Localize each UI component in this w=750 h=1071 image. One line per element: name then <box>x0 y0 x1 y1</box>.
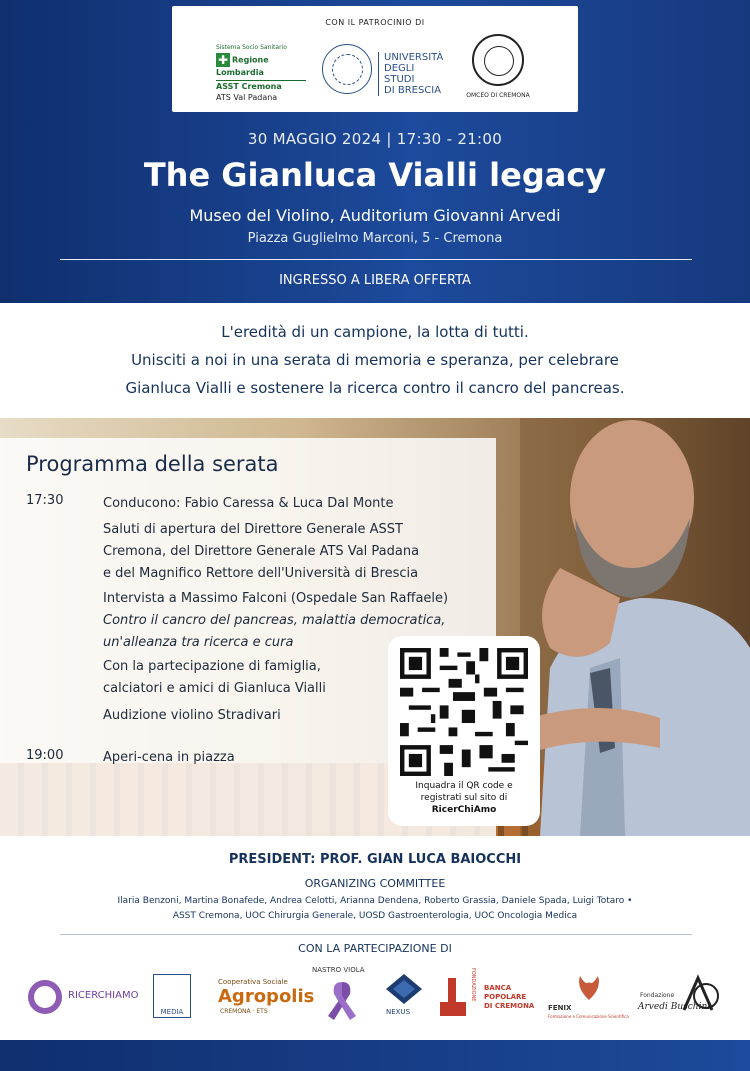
program-audition: Audizione violino Stradivari <box>103 708 281 723</box>
qr-caption-line1: Inquadra il QR code e <box>415 781 513 791</box>
torrazzo-tower-icon <box>436 974 470 1020</box>
media-label: MEDIA <box>160 1008 184 1016</box>
sponsor-fenix[interactable] <box>544 970 628 1024</box>
qr-card[interactable] <box>388 636 540 826</box>
university-name <box>378 52 443 96</box>
banca-label <box>484 984 534 1011</box>
interview-line: Intervista a Massimo Falconi (Ospedale San Raffaele) <box>103 591 449 606</box>
patronage-title: CON IL PATROCINIO DI <box>325 18 425 27</box>
footer-band <box>0 1040 750 1071</box>
greetings-line2: Cremona, del Direttore Generale ATS Val Padana <box>103 544 420 559</box>
omceo-seal-icon <box>472 34 524 86</box>
agropolis-bottom: CREMONA · ETS <box>220 1008 268 1015</box>
nexus-diamond-icon <box>384 972 424 1006</box>
program-dinner: Aperi-cena in piazza <box>103 750 235 765</box>
participation-line1: Con la partecipazione di famiglia, <box>103 659 321 674</box>
ats-val-padana-label: ATS Val Padana <box>216 93 278 102</box>
sponsor-ricerchiamo[interactable] <box>26 970 148 1024</box>
patronage-box <box>172 6 578 112</box>
president-label: PRESIDENT: PROF. GIAN LUCA BAIOCCHI <box>228 852 522 867</box>
university-line3: DI BRESCIA <box>384 85 442 96</box>
lombardia-system: Sistema Socio Sanitario <box>216 44 287 51</box>
arvedi-top: Fondazione <box>640 992 675 999</box>
agropolis-label: Agropolis <box>218 986 315 1007</box>
asst-cremona-label: ASST Cremona <box>216 80 306 92</box>
university-line1: UNIVERSITÀ <box>384 52 444 63</box>
sponsor-nastroviola[interactable] <box>308 966 370 1024</box>
qr-caption <box>394 780 534 816</box>
intro-line1: L'eredità di un campione, la lotta di tutti. <box>221 323 529 341</box>
regione-lombardia-logo <box>216 42 306 103</box>
agropolis-top: Cooperativa Sociale <box>218 978 288 986</box>
nastroviola-label: NASTRO VIOLA <box>312 966 365 974</box>
sponsor-media[interactable] <box>153 970 191 1024</box>
fondazione-label: FONDAZIONE <box>470 968 476 1002</box>
nexus-label: NEXUS <box>386 1008 411 1016</box>
entry-notice: INGRESSO A LIBERA OFFERTA <box>279 273 471 288</box>
header-divider <box>60 259 692 260</box>
fenix-subtitle: Formazione e Comunicazione Scientifica <box>548 1014 629 1019</box>
greetings-line1: Saluti di apertura del Direttore Generale ASST <box>103 522 403 537</box>
event-venue: Museo del Violino, Auditorium Giovanni Arvedi <box>189 206 561 225</box>
sponsor-agropolis[interactable] <box>204 970 315 1024</box>
greetings-line3: e del Magnifico Rettore dell'Università di Brescia <box>103 566 419 581</box>
program-hosts: Conducono: Fabio Caressa & Luca Dal Monte <box>103 496 394 511</box>
omceo-label: OMCEO DI CREMONA <box>466 92 530 99</box>
participants-title: CON LA PARTECIPAZIONE DI <box>298 942 452 955</box>
university-line2: DEGLI STUDI <box>384 63 415 85</box>
lombardia-cross-icon: ✚ <box>217 53 229 67</box>
event-date-time: 30 MAGGIO 2024 | 17:30 - 21:00 <box>247 130 503 148</box>
footer-divider <box>60 934 692 935</box>
sponsor-nexus[interactable] <box>382 970 426 1024</box>
committee-units: ASST Cremona, UOC Chirurgia Generale, UOSD Gastroenterologia, UOC Oncologia Medica <box>172 911 578 921</box>
lombardia-region: Regione Lombardia <box>216 55 269 77</box>
intro-line3: Gianluca Vialli e sostenere la ricerca contro il cancro del pancreas. <box>125 379 625 397</box>
fenix-bird-icon <box>574 974 604 1002</box>
program-participation <box>103 656 326 700</box>
event-title: The Gianluca Vialli legacy <box>143 156 607 194</box>
program-time-1900: 19:00 <box>26 748 64 763</box>
participation-line2: calciatori e amici di Gianluca Vialli <box>103 681 326 696</box>
qr-caption-line3: RicerChiAmo <box>431 805 497 815</box>
program-greetings <box>103 519 419 585</box>
arvedi-label: Arvedi Buschini <box>638 1002 711 1012</box>
omceo-logo <box>458 34 538 99</box>
banca-line2: POPOLARE <box>484 993 527 1001</box>
fenix-label: FENIX <box>548 1004 572 1012</box>
program-title: Programma della serata <box>26 452 279 476</box>
banca-line1: BANCA <box>484 984 512 992</box>
university-seal-icon <box>322 44 372 94</box>
qr-caption-line2: registrati sul sito di <box>420 793 508 803</box>
qr-code-icon[interactable] <box>400 648 528 776</box>
event-address: Piazza Guglielmo Marconi, 5 - Cremona <box>247 231 503 246</box>
interview-topic-line2: un'alleanza tra ricerca e cura <box>103 635 294 650</box>
portrait-photo <box>520 418 750 836</box>
university-brescia-logo <box>322 44 444 96</box>
program-interview <box>103 588 448 654</box>
intro-text <box>0 318 750 402</box>
sponsor-arvedi-buschini[interactable] <box>636 970 728 1024</box>
ricerchiamo-label: RICERCHIAMO <box>68 990 139 1001</box>
committee-title: ORGANIZING COMMITTEE <box>304 877 446 890</box>
committee-members: Ilaria Benzoni, Martina Bonafede, Andrea Celotti, Arianna Dendena, Roberto Grassia, Daniele Spada, Luigi Totaro • <box>117 896 633 906</box>
sponsor-banca-popolare[interactable] <box>436 970 536 1024</box>
purple-ribbon-icon <box>322 978 362 1024</box>
program-time-1730: 17:30 <box>26 493 64 508</box>
interview-topic-line1: Contro il cancro del pancreas, malattia democratica, <box>103 613 446 628</box>
banca-line3: DI CREMONA <box>484 1002 535 1010</box>
intro-line2: Unisciti a noi in una serata di memoria e speranza, per celebrare <box>131 351 619 369</box>
ricerchiamo-ring-icon <box>26 978 64 1016</box>
